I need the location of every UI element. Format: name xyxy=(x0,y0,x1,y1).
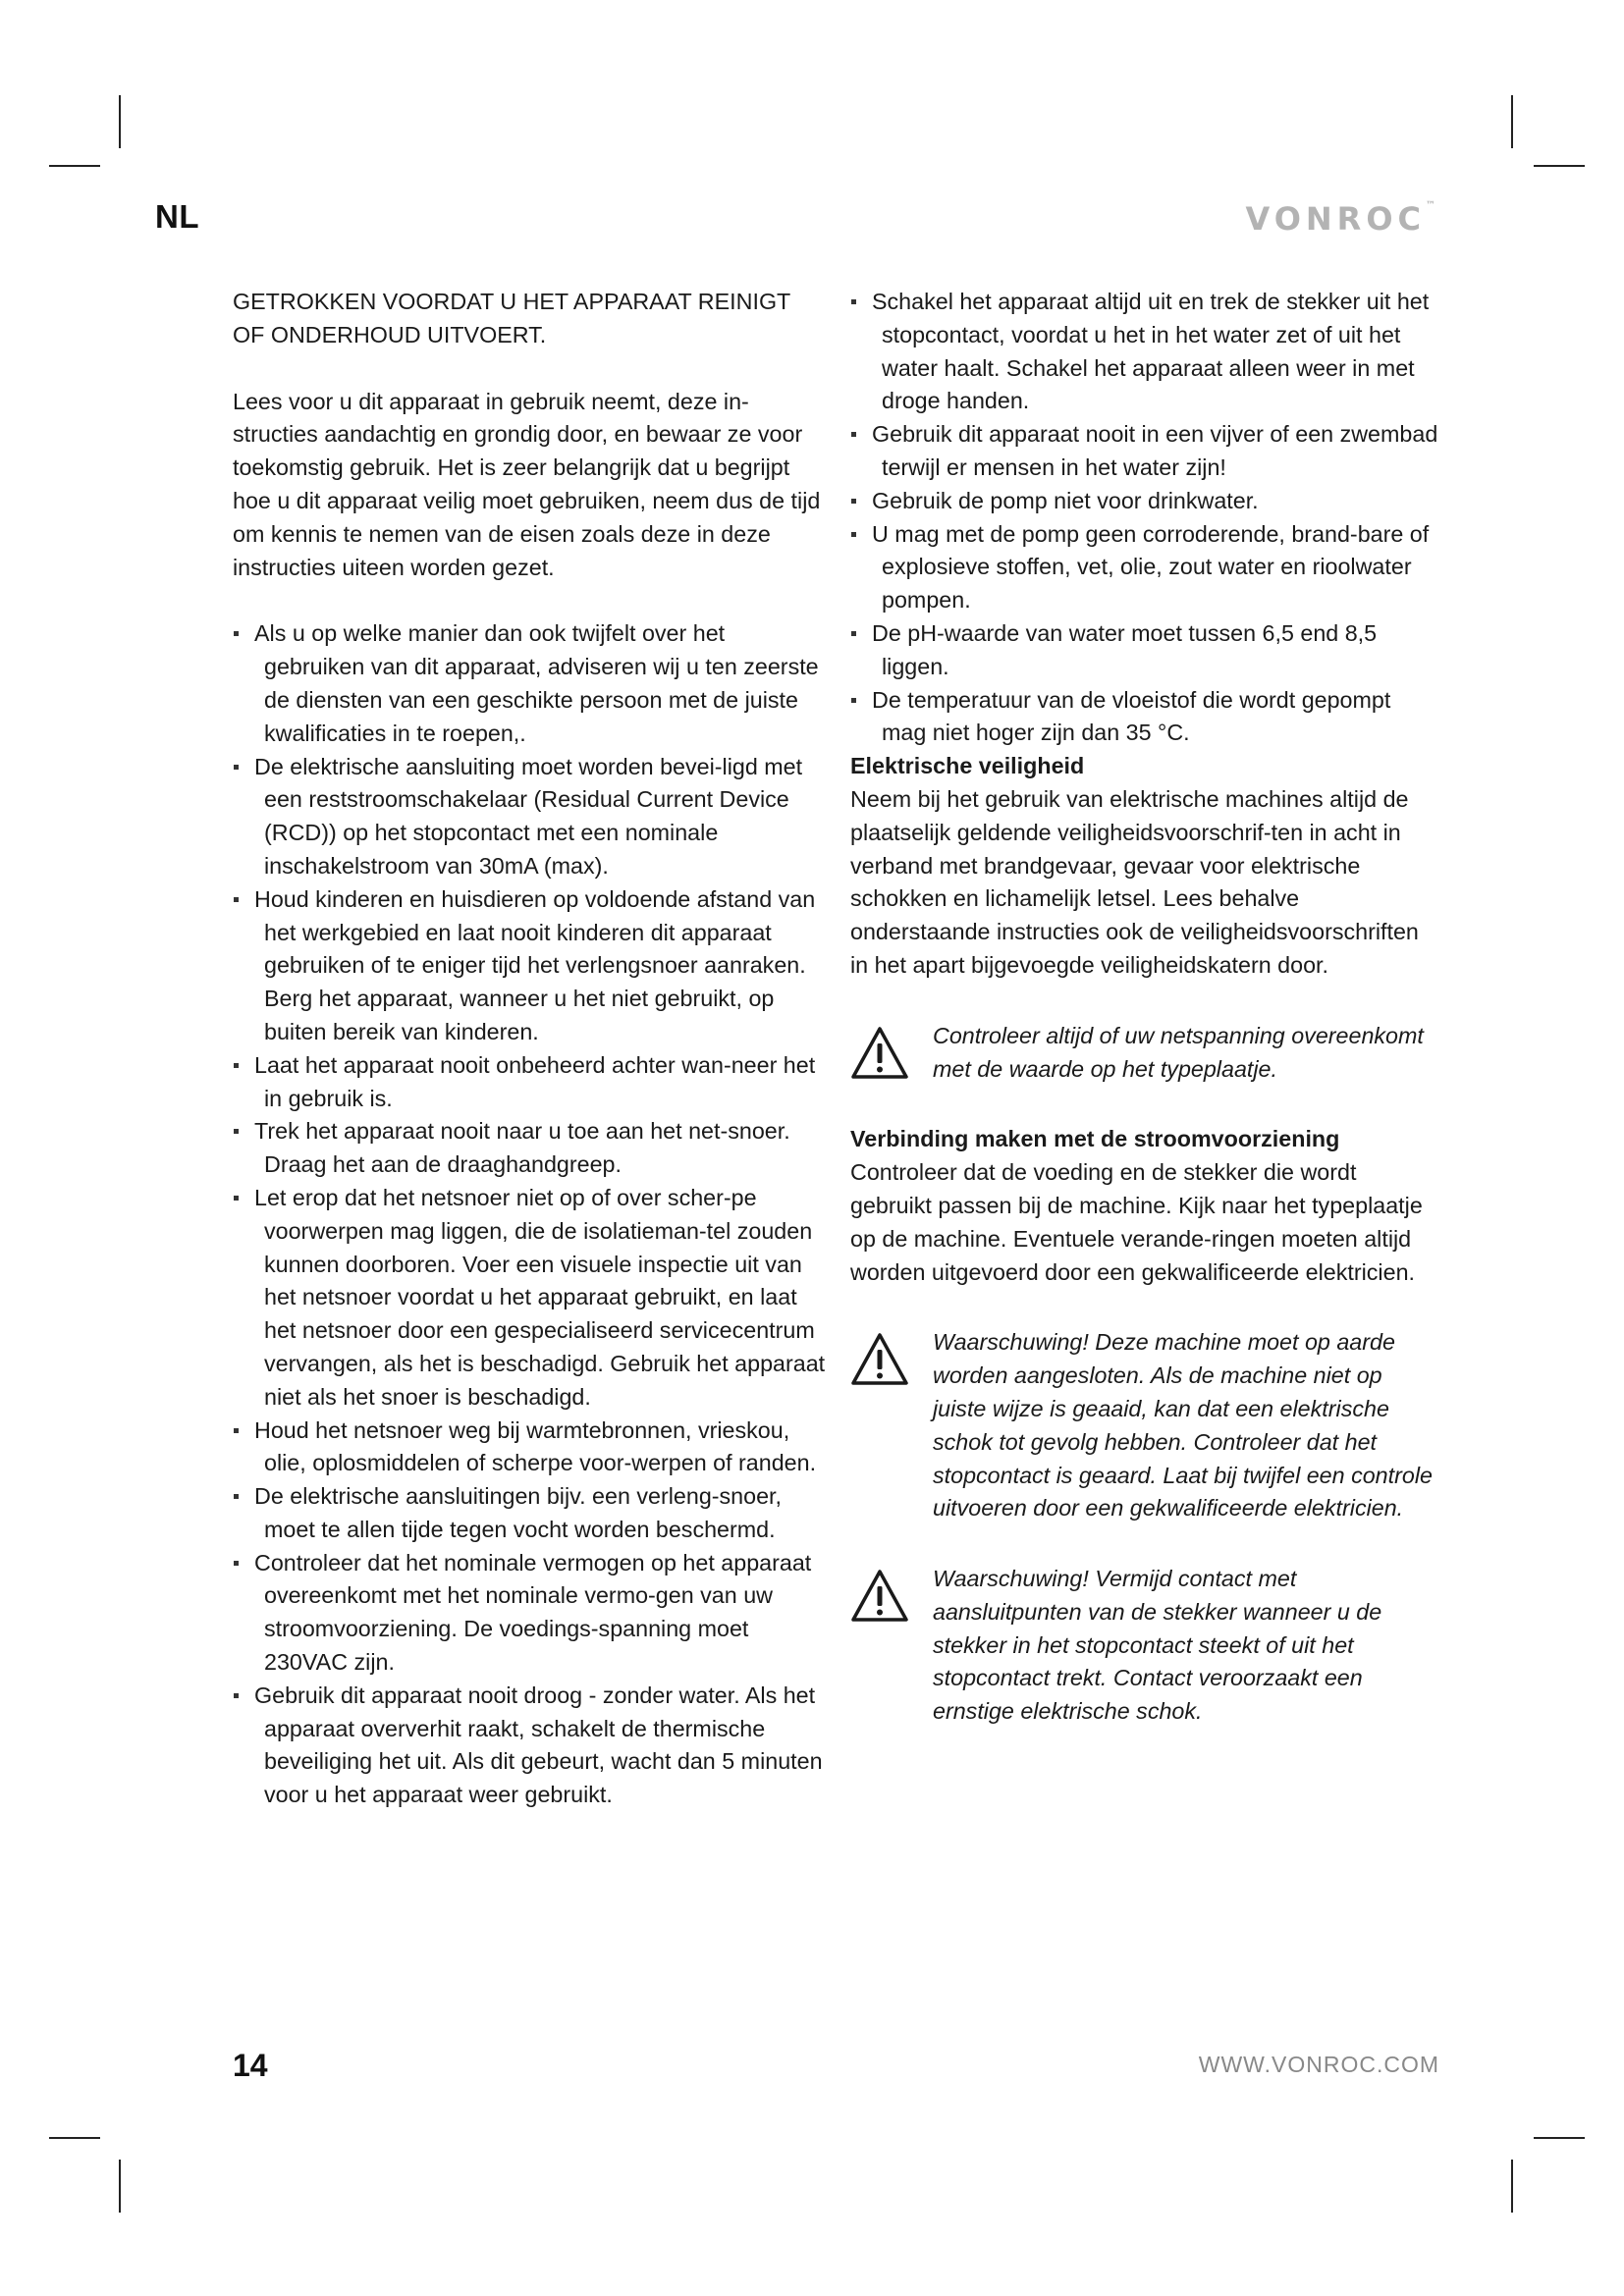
left-column xyxy=(233,286,826,1812)
intro-paragraph: Lees voor u dit apparaat in gebruik neemt, deze in-structies aandachtig en grondig door, en bewaar ze voor toekomstig gebruik. Het is zeer belangrijk dat u begrijpt hoe u dit apparaat veilig moet gebruiken, neem dus de tijd om kennis te nemen van de eisen zoals deze in deze instructies uiteen worden gezet. xyxy=(233,388,821,580)
list-item: Let erop dat het netsnoer niet op of over scher-pe voorwerpen mag liggen, die de isolatieman-tel zouden kunnen doorboren. Voer een visuele inspectie uit van het netsnoer voordat u het apparaat gebruikt, en laat het netsnoer door een gespecialiseerd servicecentrum vervangen, als het is beschadigd. Gebruik het apparaat niet als het snoer is beschadigd. xyxy=(233,1182,826,1415)
crop-mark xyxy=(1511,2160,1513,2213)
crop-mark xyxy=(1511,95,1513,148)
electrical-safety-paragraph: Neem bij het gebruik van elektrische machines altijd de plaatselijk geldende veiligheidsvoorschrif-ten in acht in verband met brandgevaar, gevaar voor elektrische schokken en lichamelijk letsel. Lees behalve onderstaande instructies ook de veiligheidsvoorschriften in het apart bijgevoegde veiligheidskatern door. xyxy=(850,785,1419,978)
list-item: U mag met de pomp geen corroderende, brand-bare of explosieve stoffen, vet, olie, zout water en rioolwater pompen. xyxy=(850,518,1439,617)
warning-text: Controleer altijd of uw netspanning overeenkomt met de waarde op het typeplaatje. xyxy=(933,1022,1424,1082)
trademark-mark: ™ xyxy=(1426,200,1435,211)
list-item: Als u op welke manier dan ook twijfelt over het gebruiken van dit apparaat, adviseren wij u ten zeerste de diensten van een geschikte persoon met de juiste kwalificaties in te roepen,. xyxy=(233,617,826,750)
warning-triangle-icon xyxy=(850,1026,909,1081)
list-item: De elektrische aansluitingen bijv. een verleng-snoer, moet te allen tijde tegen vocht worden beschermd. xyxy=(233,1480,826,1547)
language-code: NL xyxy=(155,198,199,235)
list-item: De temperatuur van de vloeistof die wordt gepompt mag niet hoger zijn dan 35 °C. xyxy=(850,684,1439,751)
list-item: Trek het apparaat nooit naar u toe aan het net-snoer. Draag het aan de draaghandgreep. xyxy=(233,1115,826,1182)
crop-mark xyxy=(119,2160,121,2213)
crop-mark xyxy=(1534,165,1585,167)
section-heading-electrical-safety: Elektrische veiligheid xyxy=(850,753,1085,779)
warning-plug-contact-note xyxy=(850,1563,1439,1729)
list-item: Laat het apparaat nooit onbeheerd achter wan-neer het in gebruik is. xyxy=(233,1049,826,1116)
warning-triangle-icon xyxy=(850,1332,909,1387)
warning-text: Waarschuwing! Deze machine moet op aarde worden aangesloten. Als de machine niet op juiste wijze is geaaid, kan dat een elektrische schok tot gevolg hebben. Controleer dat het stopcontact is geaard. Laat bij twijfel een controle uitvoeren door een gekwalificeerde elektricien. xyxy=(933,1329,1433,1522)
intro-caps-paragraph: GETROKKEN VOORDAT U HET APPARAAT REINIGT OF ONDERHOUD UITVOERT. xyxy=(233,289,790,347)
list-item: Houd kinderen en huisdieren op voldoende afstand van het werkgebied en laat nooit kinderen dit apparaat gebruiken of te eniger tijd het verlengsnoer aanraken. Berg het apparaat, wanneer u het niet gebruikt, op buiten bereik van kinderen. xyxy=(233,883,826,1049)
warning-voltage-note xyxy=(850,1020,1439,1087)
brand-name: VONROC xyxy=(1245,200,1426,238)
brand-logo xyxy=(1245,200,1435,238)
safety-bullet-list-left xyxy=(233,617,826,1812)
list-item: Schakel het apparaat altijd uit en trek de stekker uit het stopcontact, voordat u het in het water zet of uit het water haalt. Schakel het apparaat alleen weer in met droge handen. xyxy=(850,286,1439,418)
website-link: WWW.VONROC.COM xyxy=(1198,2052,1439,2077)
warning-earthing-note xyxy=(850,1326,1439,1525)
list-item: De elektrische aansluiting moet worden bevei-ligd met een reststroomschakelaar (Residual Current Device (RCD)) op het stopcontact met een nominale inschakelstroom van 30mA (max). xyxy=(233,751,826,883)
power-connection-paragraph: Controleer dat de voeding en de stekker die wordt gebruikt passen bij de machine. Kijk naar het typeplaatje op de machine. Eventuele verande-ringen moeten altijd worden uitgevoerd door een gekwalificeerde elektricien. xyxy=(850,1159,1423,1285)
crop-mark xyxy=(49,165,100,167)
crop-mark xyxy=(49,2137,100,2139)
right-column xyxy=(850,286,1439,1729)
crop-mark xyxy=(119,95,121,148)
warning-triangle-icon xyxy=(850,1569,909,1624)
list-item: Controleer dat het nominale vermogen op het apparaat overeenkomt met het nominale vermo-gen van uw stroomvoorziening. De voedings-spanning moet 230VAC zijn. xyxy=(233,1547,826,1680)
list-item: Gebruik dit apparaat nooit droog - zonder water. Als het apparaat oververhit raakt, schakelt de thermische beveiliging het uit. Als dit gebeurt, wacht dan 5 minuten voor u het apparaat weer gebruikt. xyxy=(233,1680,826,1812)
section-heading-power-connection: Verbinding maken met de stroomvoorziening xyxy=(850,1126,1340,1152)
list-item: Gebruik de pomp niet voor drinkwater. xyxy=(850,485,1439,518)
crop-mark xyxy=(1534,2137,1585,2139)
list-item: Houd het netsnoer weg bij warmtebronnen, vrieskou, olie, oplosmiddelen of scherpe voor-werpen of randen. xyxy=(233,1415,826,1481)
list-item: Gebruik dit apparaat nooit in een vijver of een zwembad terwijl er mensen in het water zijn! xyxy=(850,418,1439,485)
page-number: 14 xyxy=(233,2048,268,2083)
warning-text: Waarschuwing! Vermijd contact met aansluitpunten van de stekker wanneer u de stekker in het stopcontact steekt of uit het stopcontact trekt. Contact veroorzaakt een ernstige elektrische schok. xyxy=(933,1566,1382,1725)
safety-bullet-list-right xyxy=(850,286,1439,750)
list-item: De pH-waarde van water moet tussen 6,5 end 8,5 liggen. xyxy=(850,617,1439,684)
